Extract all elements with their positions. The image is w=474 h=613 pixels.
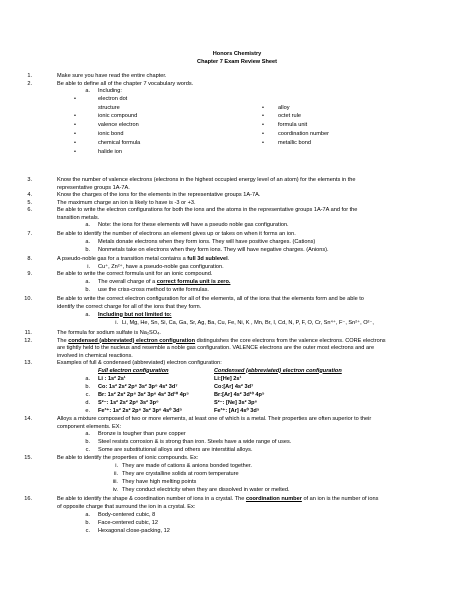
text-run: . bbox=[227, 256, 230, 262]
sub-text: use the criss-cross method to write formulas. bbox=[98, 287, 209, 293]
column-header-full: Full electron configuration bbox=[98, 367, 169, 374]
sub-marker: b. bbox=[85, 519, 90, 526]
full-config: Fe³⁺: 1s² 2s² 2p⁶ 3s² 3p⁶ 4s⁰ 3d⁵ bbox=[98, 407, 183, 414]
item-text: involved in chemical reactions. bbox=[57, 352, 133, 359]
item-text: are tightly held to the nucleus and resemble a noble gas configuration. VALENCE electrons are the outer most electrons and are bbox=[57, 345, 375, 351]
text-run: A pseudo-noble gas for a transition metal contains a bbox=[57, 256, 188, 262]
full-config: S²⁻: 1s² 2s² 2p⁶ 3s² 3p⁶ bbox=[98, 399, 159, 406]
vocab-item: formula unit bbox=[278, 122, 308, 128]
item-number: 10. bbox=[24, 296, 32, 302]
sheet-title: Chapter 7 Exam Review Sheet bbox=[197, 59, 277, 65]
sub-text: They conduct electricity when they are dissolved in water or melted. bbox=[122, 487, 290, 493]
bullet-icon: • bbox=[74, 149, 76, 155]
item-text: Know the charges of the ions for the elements in the representative groups 1A-7A. bbox=[57, 192, 261, 198]
item-text: Be able to define all of the chapter 7 vocabulary words. bbox=[57, 80, 194, 87]
bullet-icon: • bbox=[262, 122, 264, 128]
condensed-config: Li:[He] 2s¹ bbox=[214, 375, 242, 382]
item-number: 13. bbox=[24, 360, 32, 366]
item-number: 14. bbox=[24, 416, 32, 422]
vocab-item: chemical formula bbox=[98, 140, 141, 146]
item-number: 7. bbox=[27, 231, 32, 237]
sub-marker: a. bbox=[85, 311, 90, 318]
sub-marker: a. bbox=[85, 431, 90, 437]
sub-text: They are made of cations & anions bonded together. bbox=[122, 463, 252, 469]
sub-text: Including: bbox=[98, 88, 122, 94]
sub-text bbox=[98, 279, 230, 287]
item-text bbox=[57, 256, 229, 264]
sub-text: Steel resists corrosion & is strong than iron. Steels have a wide range of uses. bbox=[98, 439, 292, 445]
sub-marker: i. bbox=[115, 319, 118, 326]
vocab-item: electron dot bbox=[98, 96, 128, 102]
item-text: Be able to write the correct electron configuration for all of the elements, all of the ions that the elements form and be able to bbox=[57, 296, 364, 302]
sub-marker: ii. bbox=[113, 471, 118, 477]
text-run: of an ion is the number of ions bbox=[301, 496, 379, 502]
sub-text: Body-centered cubic, 8 bbox=[98, 511, 156, 518]
text-run: The bbox=[57, 337, 69, 344]
vocab-item: metallic bond bbox=[278, 140, 311, 146]
item-text bbox=[57, 496, 378, 504]
bullet-icon: • bbox=[74, 96, 76, 102]
sub-marker: a. bbox=[85, 222, 90, 228]
emphasis-text: Including but not limited to: bbox=[98, 311, 172, 318]
condensed-config: Br:[Ar] 4s² 3d¹⁰ 4p⁵ bbox=[214, 391, 265, 398]
sub-marker: a. bbox=[85, 88, 90, 94]
bullet-icon: • bbox=[74, 113, 76, 119]
sub-marker: a. bbox=[85, 375, 90, 382]
item-text: Be able to write the electron configurations for both the ions and the atoms in the representative groups 1A-7A and for the bbox=[57, 207, 358, 213]
item-text: Make sure you have read the entire chapter. bbox=[57, 73, 167, 79]
item-number: 1. bbox=[27, 73, 32, 79]
item-text: identify the correct charge for all of the ions that they form. bbox=[57, 303, 202, 310]
sub-text: Note: the ions for these elements will have a pseudo noble gas configuration. bbox=[98, 222, 289, 228]
item-text: component elements. EX: bbox=[57, 423, 122, 430]
item-text: The maximum charge an ion is likely to have is -3 or +3. bbox=[57, 199, 196, 206]
course-title: Honors Chemistry bbox=[212, 51, 262, 57]
item-number: 2. bbox=[27, 80, 32, 87]
item-text: representative groups 1A-7A. bbox=[57, 184, 130, 191]
sub-text: Bronze is tougher than pure copper bbox=[98, 431, 186, 437]
item-text: Know the number of valence electrons (electrons in the highest occupied energy level of an atom) for the elements in the bbox=[57, 177, 356, 183]
vocab-item: structure bbox=[98, 104, 120, 111]
vocab-item: valence electron bbox=[98, 122, 139, 128]
sub-marker: i. bbox=[87, 263, 90, 270]
item-number: 8. bbox=[27, 256, 32, 262]
column-header-condensed: Condensed (abbreviated) electron configuration bbox=[214, 367, 342, 374]
item-number: 16. bbox=[24, 496, 32, 502]
bullet-icon: • bbox=[262, 140, 264, 146]
emphasis-text: coordination number bbox=[245, 496, 302, 502]
text-run: Be able to identify the shape & coordination number of ions in a crystal. The bbox=[57, 496, 246, 502]
sub-marker: a. bbox=[85, 511, 90, 518]
sub-text: Nonmetals take on electrons when they form ions. They will have negative charges. (Anions). bbox=[98, 246, 329, 253]
emphasis-text: full 3d sublevel bbox=[187, 256, 228, 262]
item-text: Examples of full & condensed (abbreviated) electron configuration: bbox=[57, 360, 222, 366]
emphasis-text: correct formula unit is zero. bbox=[156, 279, 231, 285]
item-text: Be able to identify the properties of ionic compounds. Ex: bbox=[57, 455, 199, 461]
condensed-config: Co:[Ar] 4s² 3d⁷ bbox=[214, 383, 254, 390]
sub-marker: c. bbox=[85, 447, 90, 453]
item-text: Alloys a mixture composed of two or more elements, at least one of which is a metal. Their properties are often superior to their bbox=[57, 416, 372, 422]
emphasis-text: condensed (abbreviated) electron configuration bbox=[68, 337, 196, 344]
item-text: Be able to write the correct formula unit for an ionic compound. bbox=[57, 271, 213, 277]
sub-marker: a. bbox=[85, 239, 90, 245]
bullet-icon: • bbox=[262, 131, 264, 137]
item-number: 6. bbox=[27, 207, 32, 213]
item-number: 9. bbox=[27, 271, 32, 277]
vocab-item: halide ion bbox=[98, 149, 122, 155]
item-text: Be able to identify the number of electrons an element gives up or takes on when it forms an ion. bbox=[57, 231, 296, 237]
vocab-item: coordination number bbox=[278, 131, 329, 137]
bullet-icon: • bbox=[262, 113, 264, 119]
condensed-config: S²⁻: [Ne] 3s² 3p⁶ bbox=[214, 399, 258, 406]
element-list: Li, Mg, He, Sn, Si, Ca, Ga, Sr, Ag, Ba, Cu, Fe, Ni, K , Mn, Br, I, Cd, N, P, F, O, Cr, Sn⁴⁺, F⁻, Sn²⁺, O²⁻, bbox=[122, 319, 374, 326]
sub-text: They are crystalline solids at room temperature bbox=[122, 471, 239, 477]
sub-marker: b. bbox=[85, 383, 90, 390]
sub-text: Cu⁺, Zn²⁺, have a pseudo-noble gas configuration. bbox=[98, 263, 224, 270]
bullet-icon: • bbox=[262, 104, 264, 111]
sub-text: Some are substitutional alloys and others are interstitial alloys. bbox=[98, 447, 253, 453]
sub-marker: iv. bbox=[112, 487, 118, 493]
sub-marker: i. bbox=[115, 463, 118, 469]
sub-marker: a. bbox=[85, 279, 90, 285]
sub-marker: c. bbox=[85, 391, 90, 398]
text-run: distinguishes the core electrons from the valence electrons. CORE electrons bbox=[195, 337, 386, 344]
sub-marker: b. bbox=[85, 287, 90, 293]
vocab-item: ionic bond bbox=[98, 131, 124, 137]
item-text: of opposite charge that surround the ion in a crystal. Ex: bbox=[57, 503, 196, 510]
sub-marker: c. bbox=[85, 527, 90, 534]
item-number: 4. bbox=[27, 192, 32, 198]
item-number: 11. bbox=[24, 330, 32, 336]
sub-text: Metals donate electrons when they form ions. They will have positive charges. (Cations) bbox=[98, 239, 316, 245]
sub-text: Hexagonal close-packing, 12 bbox=[98, 527, 170, 534]
sub-marker: b. bbox=[85, 439, 90, 445]
full-config: Co: 1s² 2s² 2p⁶ 3s² 3p⁶ 4s² 3d⁷ bbox=[98, 383, 178, 390]
item-number: 12. bbox=[24, 337, 32, 344]
bullet-icon: • bbox=[74, 140, 76, 146]
item-number: 5. bbox=[27, 199, 32, 206]
sub-marker: b. bbox=[85, 246, 90, 253]
item-number: 3. bbox=[27, 177, 32, 183]
sub-marker: d. bbox=[85, 399, 90, 406]
text-run: The overall charge of a bbox=[98, 279, 157, 285]
full-config: Li : 1s² 2s¹ bbox=[98, 375, 126, 382]
item-number: 15. bbox=[24, 455, 32, 461]
item-text bbox=[57, 338, 386, 346]
bullet-icon: • bbox=[74, 131, 76, 137]
item-text: The formula for sodium sulfate is Na₂SO₄. bbox=[57, 330, 161, 336]
item-text: transition metals. bbox=[57, 214, 100, 221]
bullet-icon: • bbox=[74, 122, 76, 128]
sub-marker: iii. bbox=[112, 479, 118, 485]
condensed-config: Fe³⁺: [Ar] 4s⁰ 3d⁵ bbox=[214, 407, 260, 414]
sub-text: They have high melting points bbox=[122, 479, 197, 485]
vocab-item: octet rule bbox=[278, 113, 302, 119]
vocab-item: ionic compound bbox=[98, 113, 138, 119]
vocab-item: alloy bbox=[278, 104, 290, 111]
sub-text: Face-centered cubic, 12 bbox=[98, 519, 159, 526]
sub-marker: e. bbox=[85, 407, 90, 414]
full-config: Br: 1s² 2s² 2p⁶ 3s² 3p⁶ 4s² 3d¹⁰ 4p⁵ bbox=[98, 391, 189, 398]
